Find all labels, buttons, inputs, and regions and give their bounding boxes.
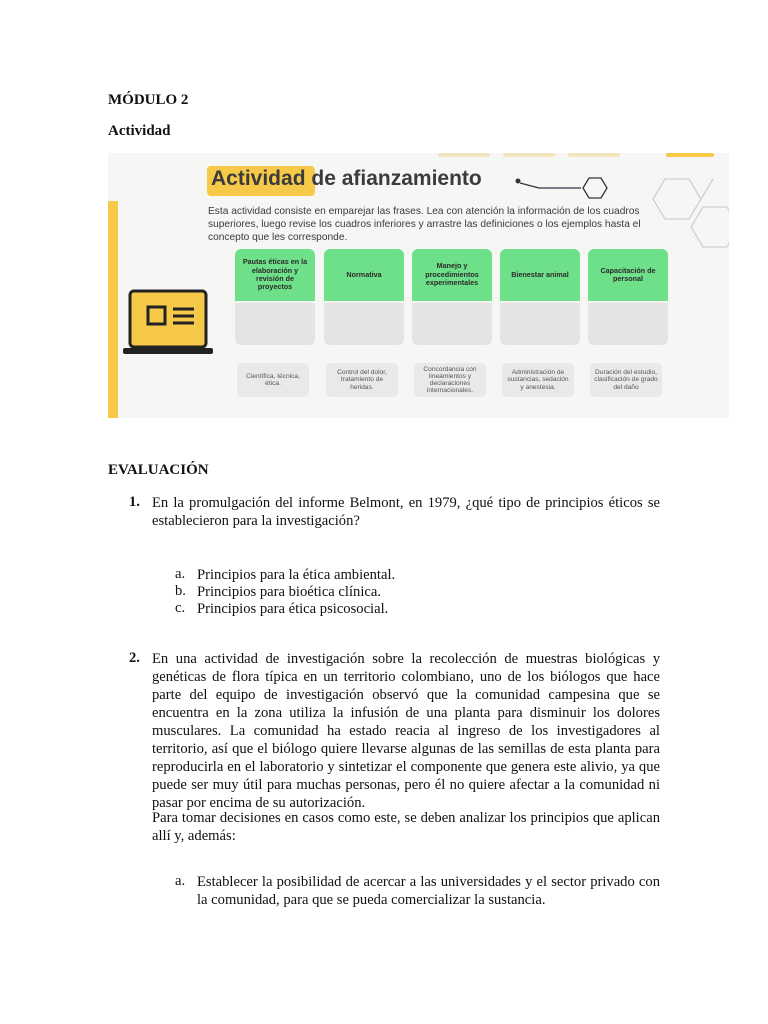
- question-text: En la promulgación del informe Belmont, en 1979, ¿qué tipo de principios éticos se establecieron para la investigación?: [152, 495, 660, 529]
- answer-option[interactable]: Principios para ética psicosocial.: [197, 601, 389, 617]
- answer-option[interactable]: Principios para la ética ambiental.: [197, 567, 396, 583]
- drop-zone[interactable]: [324, 303, 404, 345]
- category-label: Capacitación de personal: [588, 249, 668, 301]
- question-text-continued: Para tomar decisiones en casos como este, se deben analizar los principios que aplican allí y, además:: [152, 810, 660, 844]
- decor-bar: [503, 153, 555, 157]
- banner-title-highlight: Actividad: [211, 167, 306, 190]
- category-normativa: [324, 249, 404, 345]
- category-label: Pautas éticas en la elaboración y revisión de proyectos: [235, 249, 315, 301]
- drop-zone[interactable]: [500, 303, 580, 345]
- accent-strip: [108, 201, 118, 418]
- banner-title-rest: de afianzamiento: [311, 167, 482, 190]
- category-capacitacion: [588, 249, 668, 345]
- category-pautas: [235, 249, 315, 345]
- option-letter: a.: [175, 566, 186, 582]
- option-letter: a.: [175, 873, 186, 889]
- category-label: Normativa: [324, 249, 404, 301]
- banner-title: [211, 167, 482, 191]
- decor-bar: [568, 153, 620, 157]
- activity-heading: Actividad: [108, 123, 171, 139]
- option-letter: c.: [175, 600, 186, 616]
- category-bienestar: [500, 249, 580, 345]
- category-label: Bienestar animal: [500, 249, 580, 301]
- banner-description: Esta actividad consiste en emparejar las frases. Lea con atención la información de los cuadros superiores, luego revise los cuadros inferiores y arrastre las definiciones o los ejemplos hasta el concepto que les corresponde.: [208, 206, 641, 243]
- draggable-card[interactable]: Control del dolor, tratamiento de heridas.: [326, 363, 398, 397]
- decor-bar: [666, 153, 714, 157]
- category-label: Manejo y procedimientos experimentales: [412, 249, 492, 301]
- module-title: MÓDULO 2: [108, 92, 189, 108]
- drop-zone[interactable]: [412, 303, 492, 345]
- decor-bar: [438, 153, 490, 157]
- option-letter: b.: [175, 583, 186, 599]
- question-number: 1.: [129, 494, 140, 510]
- answer-option[interactable]: Establecer la posibilidad de acercar a las universidades y el sector privado con la comunidad, para que se pueda comercializar la sustancia.: [197, 874, 660, 908]
- drop-zone[interactable]: [235, 303, 315, 345]
- evaluation-heading: EVALUACIÓN: [108, 462, 209, 478]
- draggable-card[interactable]: Concordancia con lineamientos y declaraciones internacionales.: [414, 363, 486, 397]
- question-number: 2.: [129, 650, 140, 666]
- activity-banner: [108, 153, 729, 418]
- question-text: En una actividad de investigación sobre la recolección de muestras biológicas y genéticas de flora típica en un territorio colombiano, uno de los biólogos que hace parte del equipo de investigación observó que la comunidad campesina que se encuentra en la zona utiliza la infusión de una planta para disminuir los dolores musculares. La comunidad ha estado reacia al ingreso de los investigadores al territorio, así que el biólogo quiere llevarse algunas de las semillas de esta planta para reproducirla en el laboratorio y sintetizar el componente que genera este alivio, ya que puede ser muy útil para muchas personas, pero él no quiere afectar a la comunidad ni pasar por encima de su autorización.: [152, 651, 660, 811]
- drop-zone[interactable]: [588, 303, 668, 345]
- draggable-card[interactable]: Duración del estudio, clasificación de grado del daño: [590, 363, 662, 397]
- draggable-card[interactable]: Administración de sustancias, sedación y anestesia.: [502, 363, 574, 397]
- answer-option[interactable]: Principios para bioética clínica.: [197, 584, 381, 600]
- laptop-icon: [120, 286, 216, 358]
- category-manejo: [412, 249, 492, 345]
- draggable-card[interactable]: Científica, técnica, ética.: [237, 363, 309, 397]
